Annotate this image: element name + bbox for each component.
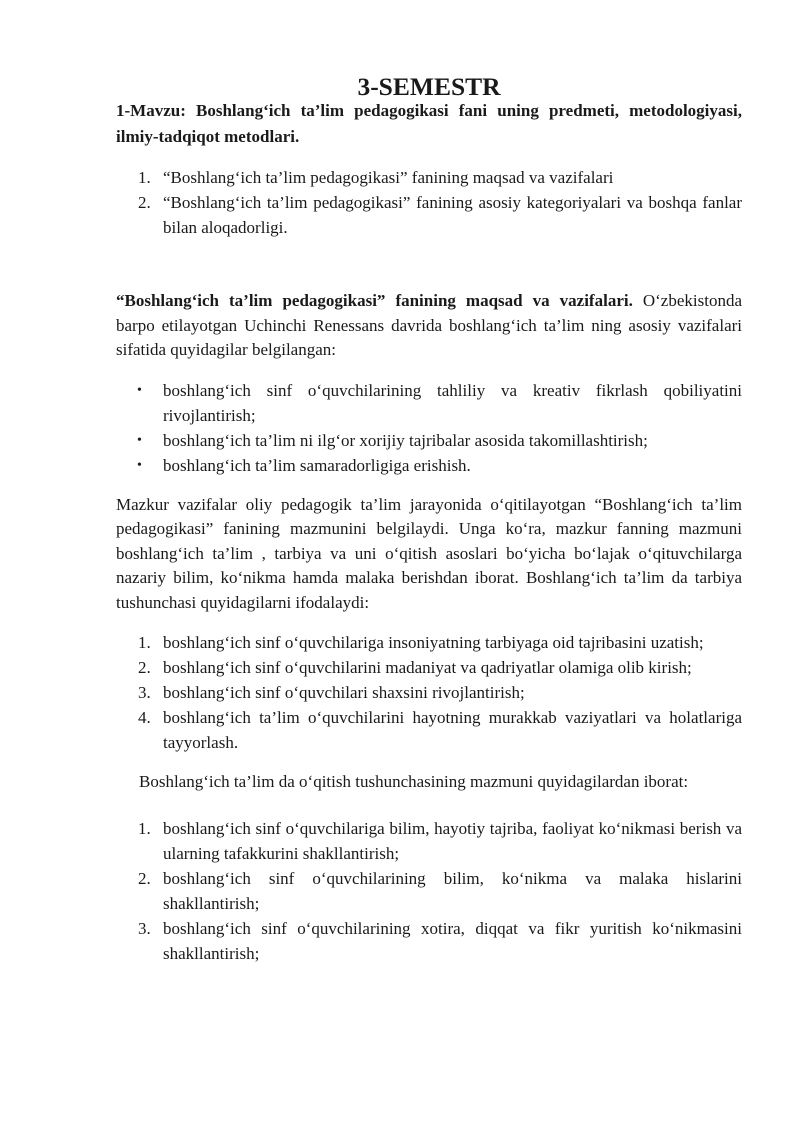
list-item-text: boshlang‘ich sinf o‘quvchilarining tahliliy va kreativ fikrlash qobiliyatini rivojlantirish; bbox=[163, 380, 742, 425]
task-item bbox=[116, 453, 742, 478]
document-page bbox=[116, 72, 743, 966]
list-item-text: boshlang‘ich sinf o‘quvchilarining xotira, diqqat va fikr yuritish ko‘nikmasini shakllantirish; bbox=[163, 918, 742, 963]
list-item-text: boshlang‘ich sinf o‘quvchilarini madaniyat va qadriyatlar olamiga olib kirish; bbox=[163, 658, 692, 677]
section-paragraph bbox=[116, 289, 742, 363]
list-number: 3. bbox=[138, 918, 151, 938]
task-item bbox=[116, 378, 742, 428]
upbringing-item bbox=[116, 655, 742, 680]
bullet-icon: • bbox=[137, 457, 142, 473]
topic-title: 1-Mavzu: Boshlang‘ich ta’lim pedagogikasi fani uning predmeti, metodologiyasi, ilmiy-tadqiqot metodlari. bbox=[116, 101, 742, 146]
content-paragraph: Mazkur vazifalar oliy pedagogik ta’lim jarayonida o‘qitilayotgan “Boshlang‘ich ta’lim pedagogikasi” fanining mazmunini belgilaydi. Unga ko‘ra, mazkur fanning mazmuni boshlang‘ich ta’lim , tarbiya va uni o‘qitish asoslari bo‘yicha bo‘lajak o‘qituvchilarga nazariy bilim, ko‘nikma hamda malaka berishdan iborat. Boshlang‘ich ta’lim da tarbiya tushunchasi quyidagilarni ifodalaydi: bbox=[116, 494, 742, 612]
list-item-text: boshlang‘ich sinf o‘quvchilari shaxsini rivojlantirish; bbox=[163, 683, 525, 702]
upbringing-item bbox=[116, 705, 742, 755]
upbringing-item bbox=[116, 630, 742, 655]
list-number: 2. bbox=[138, 868, 151, 888]
tasks-list bbox=[116, 378, 742, 478]
list-number: 3. bbox=[138, 683, 151, 702]
teaching-item bbox=[116, 916, 742, 966]
upbringing-list bbox=[116, 630, 742, 755]
list-item-text: boshlang‘ich sinf o‘quvchilariga insoniyatning tarbiyaga oid tajribasini uzatish; bbox=[163, 633, 704, 652]
section-intro: O‘zbekistonda barpo etilayotgan Uchinchi Renessans davrida boshlang‘ich ta’lim ning asosiy vazifalari sifatida quyidagilar belgilangan: bbox=[116, 291, 743, 359]
plan-item bbox=[116, 165, 742, 190]
list-number: 1. bbox=[138, 168, 151, 187]
list-item-text: boshlang‘ich sinf o‘quvchilariga bilim, hayotiy tajriba, faoliyat ko‘nikmasi berish va ularning tafakkurini shakllantirish; bbox=[163, 818, 742, 863]
upbringing-item bbox=[116, 680, 742, 705]
section-heading: “Boshlang‘ich ta’lim pedagogikasi” fanining maqsad va vazifalari. bbox=[116, 291, 633, 310]
plan-item bbox=[116, 190, 742, 240]
semester-heading: 3-SEMESTR bbox=[357, 72, 501, 101]
list-number: 1. bbox=[138, 818, 151, 838]
list-item-text: boshlang‘ich ta’lim ni ilg‘or xorijiy tajribalar asosida takomillashtirish; bbox=[163, 430, 648, 450]
list-number: 4. bbox=[138, 708, 151, 727]
teaching-item bbox=[116, 866, 742, 916]
list-number: 2. bbox=[138, 658, 151, 677]
list-item-text: boshlang‘ich ta’lim o‘quvchilarini hayotning murakkab vaziyatlari va holatlariga tayyorlash. bbox=[163, 708, 742, 752]
plan-list bbox=[116, 165, 742, 240]
task-item bbox=[116, 428, 742, 453]
teaching-list bbox=[116, 816, 742, 966]
list-item-text: “Boshlang‘ich ta’lim pedagogikasi” fanining asosiy kategoriyalari va boshqa fanlar bilan aloqadorligi. bbox=[163, 193, 742, 237]
list-number: 1. bbox=[138, 633, 151, 652]
list-number: 2. bbox=[138, 193, 151, 212]
teaching-paragraph: Boshlang‘ich ta’lim da o‘qitish tushunchasining mazmuni quyidagilardan iborat: bbox=[139, 772, 689, 791]
list-item-text: boshlang‘ich ta’lim samaradorligiga erishish. bbox=[163, 455, 471, 475]
bullet-icon: • bbox=[137, 432, 142, 448]
teaching-item bbox=[116, 816, 742, 866]
list-item-text: “Boshlang‘ich ta’lim pedagogikasi” fanining maqsad va vazifalari bbox=[163, 168, 614, 187]
bullet-icon: • bbox=[137, 382, 142, 398]
list-item-text: boshlang‘ich sinf o‘quvchilarining bilim, ko‘nikma va malaka hislarini shakllantirish; bbox=[163, 868, 742, 913]
